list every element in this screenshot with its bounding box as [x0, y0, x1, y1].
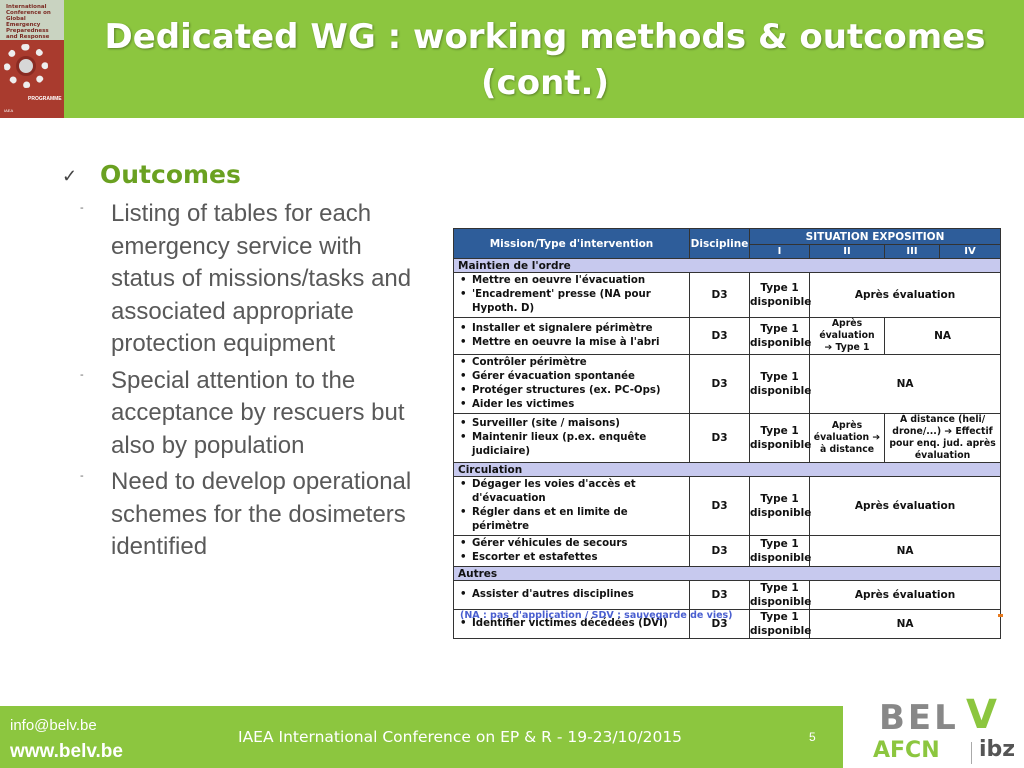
mission-item: • Identifier victimes décédées (DVI): [458, 617, 685, 631]
mission-cell: [454, 414, 690, 463]
mission-item: • Maintenir lieux (p.ex. enquête judiciaire): [458, 431, 685, 459]
slide-title: [70, 14, 1020, 106]
dash-bullet-icon: -: [80, 202, 84, 214]
table-row: [454, 273, 1001, 318]
header-discipline: Discipline: [690, 229, 750, 259]
header-level-i: I: [750, 245, 810, 259]
outcomes-list: [80, 198, 430, 568]
status-cell: Après évaluation: [810, 477, 1001, 536]
mission-cell: [454, 355, 690, 414]
status-ii-eval: Après évaluation: [819, 318, 875, 341]
type-cell: Type 1 disponible: [750, 355, 810, 414]
discipline-cell: D3: [690, 318, 750, 355]
discipline-cell: D3: [690, 536, 750, 567]
list-item: [80, 198, 430, 361]
type-cell: Type 1 disponible: [750, 477, 810, 536]
cover-text: [6, 4, 64, 40]
mission-item: • Régler dans et en limite de périmètre: [458, 506, 685, 534]
conference-programme-cover: [0, 0, 64, 118]
logo-separator: [971, 742, 972, 764]
cover-line: and Response: [6, 34, 50, 40]
discipline-cell: D3: [690, 355, 750, 414]
mission-item: • 'Encadrement' presse (NA pour Hypoth. D): [458, 288, 685, 316]
status-cell: Après évaluation: [810, 581, 1001, 610]
status-cell: NA: [885, 318, 1001, 355]
mission-cell: [454, 536, 690, 567]
mission-item: • Mettre en oeuvre l'évacuation: [458, 274, 685, 288]
mission-item: • Contrôler périmètre: [458, 356, 685, 370]
bel-logo-text: BEL: [879, 698, 959, 738]
header-situation: SITUATION EXPOSITION: [750, 229, 1001, 245]
mission-item: • Aider les victimes: [458, 398, 685, 412]
mission-item: • Dégager les voies d'accès et d'évacuation: [458, 478, 685, 506]
status-cell-ii: Après évaluation ➔ à distance: [810, 414, 885, 463]
mission-item: • Protéger structures (ex. PC-Ops): [458, 384, 685, 398]
decorative-mark: [998, 614, 1003, 617]
cover-line: Global: [6, 16, 26, 22]
mission-cell: [454, 318, 690, 355]
mission-item: • Gérer évacuation spontanée: [458, 370, 685, 384]
mission-cell: [454, 477, 690, 536]
table-row: [454, 581, 1001, 610]
bel-v-logo-mark: V: [966, 692, 997, 738]
type-cell: Type 1 disponible: [750, 414, 810, 463]
footer-email-link[interactable]: info@belv.be: [10, 717, 97, 734]
section-circulation: Circulation: [454, 463, 1001, 477]
dash-bullet-icon: -: [80, 368, 84, 381]
type-cell: Type 1 disponible: [750, 611, 812, 637]
status-ii-type: ➔ Type 1: [824, 342, 870, 353]
table-row: [454, 477, 1001, 536]
table-row: [454, 414, 1001, 463]
footer-conference: IAEA International Conference on EP & R - 19-23/10/2015: [238, 728, 683, 746]
discipline-cell: D3: [690, 581, 750, 610]
outcomes-heading: Outcomes: [100, 160, 241, 189]
title-line-1: Dedicated WG : working methods & outcomes: [104, 17, 986, 57]
discipline-cell: D3: [690, 477, 750, 536]
type-cell: Type 1 disponible: [750, 273, 810, 318]
discipline-cell: D3: [690, 610, 750, 639]
dash-bullet-icon: -: [80, 470, 84, 482]
cover-bottom-text: IAEA: [4, 108, 14, 113]
list-item-text: Special attention to the acceptance by rescuers but also by population: [111, 366, 405, 459]
mission-item: • Mettre en oeuvre la mise à l'abri: [458, 336, 685, 350]
mission-item: • Surveiller (site / maisons): [458, 417, 685, 431]
type-cell: Type 1 disponible: [750, 318, 810, 355]
section-maintien: Maintien de l'ordre: [454, 259, 1001, 273]
cover-line: Preparedness: [6, 28, 49, 34]
cover-line: International Conference on: [6, 4, 51, 16]
type-cell: Type 1 disponible: [750, 582, 812, 608]
list-item: [80, 466, 430, 564]
belv-afcn-ibz-logo: [843, 690, 1024, 768]
type-cell: Type 1 disponible: [750, 536, 810, 567]
mission-item: • Gérer véhicules de secours: [458, 537, 685, 551]
mission-item: • Escorter et estafettes: [458, 551, 685, 565]
list-item-text: Need to develop operational schemes for the dosimeters identified: [111, 468, 412, 560]
mission-cell: [454, 581, 690, 610]
footer-bar: [0, 706, 843, 768]
header-level-iv: IV: [940, 245, 1001, 259]
cover-label: PROGRAMME: [28, 96, 62, 102]
header-level-ii: II: [810, 245, 885, 259]
table-footnote: (NA : pas d'application / SDV : sauvegarde de vies): [460, 610, 733, 621]
discipline-cell: D3: [690, 414, 750, 463]
status-cell: NA: [810, 355, 1001, 414]
cover-line: Emergency: [6, 22, 41, 28]
header-bar: [0, 0, 1024, 118]
discipline-cell: D3: [690, 273, 750, 318]
table-row: [454, 355, 1001, 414]
status-cell-ii: [810, 318, 885, 355]
ibz-logo-text: ibz: [979, 737, 1016, 762]
list-item: [80, 365, 430, 463]
header-level-iii: III: [885, 245, 940, 259]
missions-table: [453, 228, 1001, 639]
status-cell: Après évaluation: [810, 273, 1001, 318]
page-number: 5: [809, 730, 816, 744]
mission-item: • Assister d'autres disciplines: [458, 588, 685, 602]
mission-item: • Installer et signalere périmètre: [458, 322, 685, 336]
status-cell: NA: [810, 536, 1001, 567]
table-row: [454, 536, 1001, 567]
table-row: [454, 318, 1001, 355]
section-autres: Autres: [454, 567, 1001, 581]
gear-center-icon: [16, 56, 36, 76]
checkmark-icon: ✓: [62, 166, 78, 186]
mission-cell: [454, 273, 690, 318]
status-cell: NA: [810, 610, 1001, 639]
status-cell-iii: À distance (heli/ drone/...) ➔ Effectif pour enq. jud. après évaluation: [885, 414, 1001, 463]
header-mission: Mission/Type d'intervention: [454, 229, 690, 259]
title-line-2: (cont.): [481, 63, 609, 103]
footer-website-link[interactable]: www.belv.be: [10, 741, 123, 762]
afcn-logo-text: AFCN: [873, 738, 940, 763]
list-item-text: Listing of tables for each emergency service with status of missions/tasks and associated appropriate protection equipment: [111, 200, 412, 357]
